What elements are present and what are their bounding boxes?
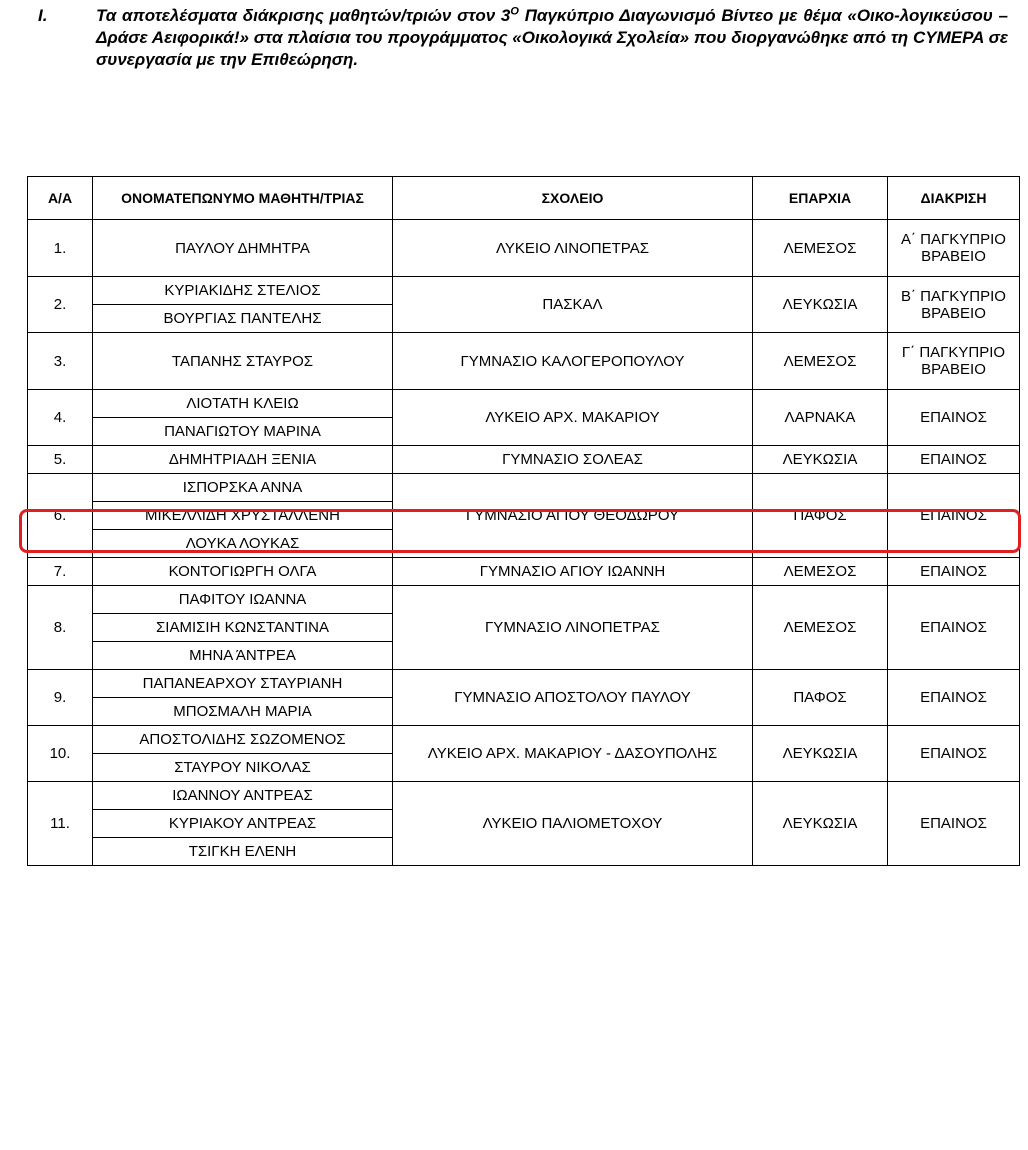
cell-district: ΛΕΥΚΩΣΙΑ bbox=[753, 726, 888, 782]
table-row bbox=[28, 474, 1020, 502]
cell-school: ΛΥΚΕΙΟ ΛΙΝΟΠΕΤΡΑΣ bbox=[393, 220, 753, 277]
cell-district: ΛΕΥΚΩΣΙΑ bbox=[753, 446, 888, 474]
header-student-name: ΟΝΟΜΑΤΕΠΩΝΥΜΟ ΜΑΘΗΤΗ/ΤΡΙΑΣ bbox=[93, 177, 393, 220]
table-header-row bbox=[28, 177, 1020, 220]
cell-school: ΠΑΣΚΑΛ bbox=[393, 277, 753, 333]
cell-award: Α΄ ΠΑΓΚΥΠΡΙΟ ΒΡΑΒΕΙΟ bbox=[888, 220, 1020, 277]
cell-student-name: ΚΥΡΙΑΚΙΔΗΣ ΣΤΕΛΙΟΣ bbox=[93, 277, 393, 305]
heading-superscript: Ο bbox=[510, 5, 519, 18]
cell-student-name: ΤΑΠΑΝΗΣ ΣΤΑΥΡΟΣ bbox=[93, 333, 393, 390]
table-row bbox=[28, 277, 1020, 305]
cell-student-name: ΣΙΑΜΙΣΙΗ ΚΩΝΣΤΑΝΤΙΝΑ bbox=[93, 614, 393, 642]
cell-student-name: ΔΗΜΗΤΡΙΑΔΗ ΞΕΝΙΑ bbox=[93, 446, 393, 474]
heading-text-part1: Τα αποτελέσματα διάκρισης μαθητών/τριών στον 3 bbox=[96, 6, 511, 25]
cell-student-name: ΣΤΑΥΡΟΥ ΝΙΚΟΛΑΣ bbox=[93, 754, 393, 782]
cell-school: ΛΥΚΕΙΟ ΠΑΛΙΟΜΕΤΟΧΟΥ bbox=[393, 782, 753, 866]
header-aa: Α/Α bbox=[28, 177, 93, 220]
cell-student-name: ΜΗΝΑ ΆΝΤΡΕΑ bbox=[93, 642, 393, 670]
cell-aa: 4. bbox=[28, 390, 93, 446]
results-table bbox=[27, 176, 1020, 866]
cell-aa: 2. bbox=[28, 277, 93, 333]
table-row bbox=[28, 726, 1020, 754]
cell-school: ΛΥΚΕΙΟ ΑΡΧ. ΜΑΚΑΡΙΟΥ - ΔΑΣΟΥΠΟΛΗΣ bbox=[393, 726, 753, 782]
cell-aa: 8. bbox=[28, 586, 93, 670]
cell-school: ΓΥΜΝΑΣΙΟ ΑΓΙΟΥ ΘΕΟΔΩΡΟΥ bbox=[393, 474, 753, 558]
cell-award: ΕΠΑΙΝΟΣ bbox=[888, 558, 1020, 586]
cell-student-name: ΚΟΝΤΟΓΙΩΡΓΗ ΟΛΓΑ bbox=[93, 558, 393, 586]
cell-aa: 3. bbox=[28, 333, 93, 390]
heading-text bbox=[96, 5, 1008, 71]
header-school: ΣΧΟΛΕΙΟ bbox=[393, 177, 753, 220]
cell-district: ΛΕΥΚΩΣΙΑ bbox=[753, 782, 888, 866]
table-row bbox=[28, 446, 1020, 474]
cell-district: ΠΑΦΟΣ bbox=[753, 670, 888, 726]
section-number: I. bbox=[38, 6, 48, 25]
table-row bbox=[28, 220, 1020, 277]
table-row bbox=[28, 558, 1020, 586]
cell-district: ΛΕΜΕΣΟΣ bbox=[753, 333, 888, 390]
cell-student-name: ΙΣΠΟΡΣΚΑ ΑΝΝΑ bbox=[93, 474, 393, 502]
cell-school: ΓΥΜΝΑΣΙΟ ΑΓΙΟΥ ΙΩΑΝΝΗ bbox=[393, 558, 753, 586]
cell-aa: 10. bbox=[28, 726, 93, 782]
cell-aa: 9. bbox=[28, 670, 93, 726]
cell-student-name: ΚΥΡΙΑΚΟΥ ΑΝΤΡΕΑΣ bbox=[93, 810, 393, 838]
cell-award: ΕΠΑΙΝΟΣ bbox=[888, 586, 1020, 670]
cell-aa: 11. bbox=[28, 782, 93, 866]
cell-school: ΓΥΜΝΑΣΙΟ ΛΙΝΟΠΕΤΡΑΣ bbox=[393, 586, 753, 670]
cell-award: ΕΠΑΙΝΟΣ bbox=[888, 670, 1020, 726]
cell-aa: 5. bbox=[28, 446, 93, 474]
cell-school: ΓΥΜΝΑΣΙΟ ΣΟΛΕΑΣ bbox=[393, 446, 753, 474]
cell-student-name: ΤΣΙΓΚΗ ΕΛΕΝΗ bbox=[93, 838, 393, 866]
cell-aa: 6. bbox=[28, 474, 93, 558]
header-award: ΔΙΑΚΡΙΣΗ bbox=[888, 177, 1020, 220]
table-row bbox=[28, 586, 1020, 614]
header-district: ΕΠΑΡΧΙΑ bbox=[753, 177, 888, 220]
cell-student-name: ΑΠΟΣΤΟΛΙΔΗΣ ΣΩΖΟΜΕΝΟΣ bbox=[93, 726, 393, 754]
cell-student-name: ΜΙΚΕΛΛΙΔΗ ΧΡΥΣΤΑΛΛΕΝΗ bbox=[93, 502, 393, 530]
cell-award: ΕΠΑΙΝΟΣ bbox=[888, 726, 1020, 782]
cell-student-name: ΜΠΟΣΜΑΛΗ ΜΑΡΙΑ bbox=[93, 698, 393, 726]
cell-student-name: ΛΟΥΚΑ ΛΟΥΚΑΣ bbox=[93, 530, 393, 558]
cell-student-name: ΛΙΟΤΑΤΗ ΚΛΕΙΩ bbox=[93, 390, 393, 418]
cell-award: ΕΠΑΙΝΟΣ bbox=[888, 446, 1020, 474]
cell-student-name: ΠΑΠΑΝΕΑΡΧΟΥ ΣΤΑΥΡΙΑΝΗ bbox=[93, 670, 393, 698]
cell-district: ΛΕΜΕΣΟΣ bbox=[753, 586, 888, 670]
heading-text-part2: Παγκύπριο Διαγωνισμό Βίντεο με θέμα «Οικο-λογικεύσου – Δράσε Αειφορικά!» στα πλαίσια του προγράμματος «Οικολογικά Σχολεία» που διοργανώθηκε από τη CYMEPA σε συνεργασία με την Επιθεώρηση. bbox=[96, 6, 1008, 69]
cell-award: ΕΠΑΙΝΟΣ bbox=[888, 782, 1020, 866]
cell-school: ΓΥΜΝΑΣΙΟ ΚΑΛΟΓΕΡΟΠΟΥΛΟΥ bbox=[393, 333, 753, 390]
cell-award: Γ΄ ΠΑΓΚΥΠΡΙΟ ΒΡΑΒΕΙΟ bbox=[888, 333, 1020, 390]
cell-student-name: ΠΑΥΛΟΥ ΔΗΜΗΤΡΑ bbox=[93, 220, 393, 277]
cell-student-name: ΠΑΝΑΓΙΩΤΟΥ ΜΑΡΙΝΑ bbox=[93, 418, 393, 446]
cell-aa: 7. bbox=[28, 558, 93, 586]
table-row bbox=[28, 670, 1020, 698]
table-row bbox=[28, 390, 1020, 418]
table-row bbox=[28, 333, 1020, 390]
cell-school: ΛΥΚΕΙΟ ΑΡΧ. ΜΑΚΑΡΙΟΥ bbox=[393, 390, 753, 446]
cell-school: ΓΥΜΝΑΣΙΟ ΑΠΟΣΤΟΛΟΥ ΠΑΥΛΟΥ bbox=[393, 670, 753, 726]
cell-award: ΕΠΑΙΝΟΣ bbox=[888, 474, 1020, 558]
cell-district: ΛΕΜΕΣΟΣ bbox=[753, 220, 888, 277]
cell-award: Β΄ ΠΑΓΚΥΠΡΙΟ ΒΡΑΒΕΙΟ bbox=[888, 277, 1020, 333]
cell-award: ΕΠΑΙΝΟΣ bbox=[888, 390, 1020, 446]
cell-student-name: ΙΩΑΝΝΟΥ ΑΝΤΡΕΑΣ bbox=[93, 782, 393, 810]
table-row bbox=[28, 782, 1020, 810]
table-body bbox=[28, 220, 1020, 866]
cell-aa: 1. bbox=[28, 220, 93, 277]
cell-student-name: ΒΟΥΡΓΙΑΣ ΠΑΝΤΕΛΗΣ bbox=[93, 305, 393, 333]
cell-district: ΛΑΡΝΑΚΑ bbox=[753, 390, 888, 446]
cell-student-name: ΠΑΦΙΤΟΥ ΙΩΑΝΝΑ bbox=[93, 586, 393, 614]
cell-district: ΛΕΜΕΣΟΣ bbox=[753, 558, 888, 586]
cell-district: ΠΑΦΟΣ bbox=[753, 474, 888, 558]
cell-district: ΛΕΥΚΩΣΙΑ bbox=[753, 277, 888, 333]
